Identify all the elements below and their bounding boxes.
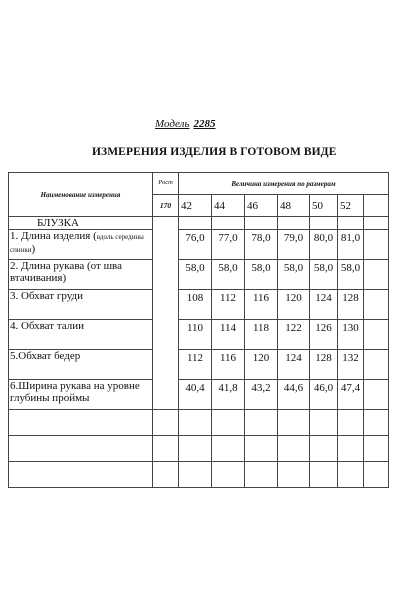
empty-cell (310, 436, 338, 462)
section-label: БЛУЗКА (9, 217, 153, 230)
measurement-table (8, 172, 389, 488)
row-label: 5.Обхват бедер (9, 350, 153, 380)
value-cell: 58,0 (179, 260, 212, 290)
value-cell: 112 (179, 350, 212, 380)
value-cell: 130 (338, 320, 364, 350)
value-cell: 43,2 (245, 380, 278, 410)
row-label: 6.Ширина рукава на уровне глубины проймы (9, 380, 153, 410)
empty-cell (364, 436, 389, 462)
value-cell: 58,0 (245, 260, 278, 290)
empty-cell (364, 217, 389, 230)
header-rost-value: 170 (153, 195, 179, 217)
empty-cell (212, 410, 245, 436)
empty-cell (212, 217, 245, 230)
value-cell: 77,0 (212, 230, 245, 260)
value-cell: 58,0 (278, 260, 310, 290)
table-row (9, 380, 389, 410)
empty-row (9, 462, 389, 488)
value-cell: 132 (338, 350, 364, 380)
value-cell: 116 (245, 290, 278, 320)
empty-cell (338, 410, 364, 436)
empty-cell (153, 436, 179, 462)
row-label-text: 1. Длина изделия ( (10, 230, 97, 242)
value-cell: 120 (245, 350, 278, 380)
value-cell: 78,0 (245, 230, 278, 260)
size-cell: 46 (245, 195, 278, 217)
value-cell: 58,0 (212, 260, 245, 290)
value-cell: 124 (310, 290, 338, 320)
value-cell (364, 230, 389, 260)
row-label (9, 230, 153, 260)
value-cell: 58,0 (310, 260, 338, 290)
empty-cell (212, 436, 245, 462)
value-cell: 112 (212, 290, 245, 320)
section-row (9, 217, 389, 230)
empty-cell (364, 410, 389, 436)
value-cell: 58,0 (338, 260, 364, 290)
header-rost-label: Рост (153, 173, 179, 195)
value-cell: 108 (179, 290, 212, 320)
value-cell (364, 290, 389, 320)
model-number: 2285 (193, 118, 216, 130)
value-cell: 47,4 (338, 380, 364, 410)
empty-row (9, 410, 389, 436)
rost-column-cell (153, 217, 179, 410)
value-cell: 41,8 (212, 380, 245, 410)
empty-cell (338, 462, 364, 488)
value-cell: 44,6 (278, 380, 310, 410)
value-cell: 124 (278, 350, 310, 380)
empty-cell (245, 410, 278, 436)
size-cell (364, 195, 389, 217)
value-cell: 116 (212, 350, 245, 380)
table-row (9, 260, 389, 290)
table-row (9, 230, 389, 260)
empty-cell (9, 462, 153, 488)
header-name-cell: Наименование измерения (9, 173, 153, 217)
value-cell: 80,0 (310, 230, 338, 260)
size-cell: 48 (278, 195, 310, 217)
empty-cell (9, 436, 153, 462)
value-cell: 128 (310, 350, 338, 380)
empty-cell (278, 410, 310, 436)
empty-cell (278, 217, 310, 230)
empty-row (9, 436, 389, 462)
empty-cell (9, 410, 153, 436)
empty-cell (179, 462, 212, 488)
empty-cell (179, 410, 212, 436)
empty-cell (153, 410, 179, 436)
row-label: 3. Обхват груди (9, 290, 153, 320)
empty-cell (310, 462, 338, 488)
value-cell (364, 380, 389, 410)
value-cell: 120 (278, 290, 310, 320)
value-cell: 40,4 (179, 380, 212, 410)
value-cell: 110 (179, 320, 212, 350)
empty-cell (338, 217, 364, 230)
value-cell (364, 260, 389, 290)
header-sizes-label: Величина измерения по размерам (179, 173, 389, 195)
value-cell: 79,0 (278, 230, 310, 260)
row-label: 2. Длина рукава (от шва втачивания) (9, 260, 153, 290)
value-cell: 81,0 (338, 230, 364, 260)
table-row (9, 350, 389, 380)
model-label: Модель (155, 118, 190, 130)
row-label-small: вдоль середины спинки (10, 233, 144, 254)
empty-cell (179, 436, 212, 462)
value-cell (364, 350, 389, 380)
row-label-end: ) (31, 243, 36, 255)
size-cell: 42 (179, 195, 212, 217)
row-label: 4. Обхват талии (9, 320, 153, 350)
value-cell: 46,0 (310, 380, 338, 410)
empty-cell (278, 436, 310, 462)
empty-cell (310, 217, 338, 230)
value-cell (364, 320, 389, 350)
value-cell: 76,0 (179, 230, 212, 260)
value-cell: 122 (278, 320, 310, 350)
header-row-1 (9, 173, 389, 195)
empty-cell (245, 436, 278, 462)
empty-cell (278, 462, 310, 488)
empty-cell (245, 217, 278, 230)
empty-cell (212, 462, 245, 488)
size-cell: 44 (212, 195, 245, 217)
empty-cell (179, 217, 212, 230)
value-cell: 114 (212, 320, 245, 350)
size-cell: 52 (338, 195, 364, 217)
table-row (9, 320, 389, 350)
value-cell: 118 (245, 320, 278, 350)
empty-cell (245, 462, 278, 488)
model-line (155, 118, 215, 130)
empty-cell (364, 462, 389, 488)
value-cell: 126 (310, 320, 338, 350)
empty-cell (153, 462, 179, 488)
empty-cell (338, 436, 364, 462)
empty-cell (310, 410, 338, 436)
table-row (9, 290, 389, 320)
document-title: ИЗМЕРЕНИЯ ИЗДЕЛИЯ В ГОТОВОМ ВИДЕ (92, 146, 337, 158)
size-cell: 50 (310, 195, 338, 217)
value-cell: 128 (338, 290, 364, 320)
